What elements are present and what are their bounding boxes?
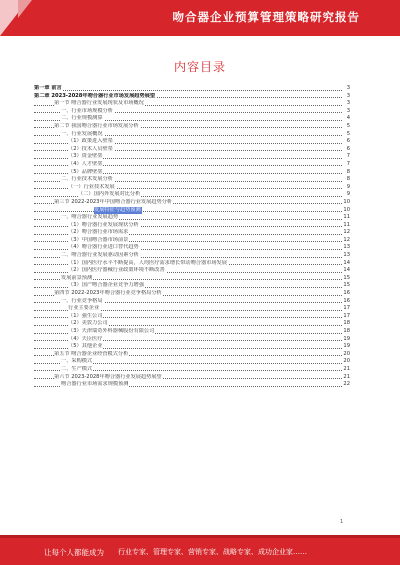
toc-entry-page: 18 <box>343 320 350 327</box>
toc-entry[interactable] <box>34 100 350 108</box>
toc-entry-text: 发展特征与趋势预测 <box>94 206 141 213</box>
toc-entry[interactable] <box>34 176 350 184</box>
toc-entry-text: （1）国内医疗水平不断提高，人均医疗需求增长带动吻合器市场发展 <box>68 259 227 266</box>
toc-entry[interactable] <box>34 267 350 275</box>
toc-entry-page: 19 <box>343 343 350 350</box>
toc-entry[interactable] <box>34 108 350 116</box>
toc-entry-text: （3）国产吻合器企业竞争力增强 <box>68 282 144 289</box>
toc-entry-page: 14 <box>343 267 350 274</box>
toc-leader-dots <box>34 211 342 212</box>
toc-entry[interactable] <box>34 199 350 207</box>
toc-entry-text: 发展前景预测 <box>61 274 93 281</box>
toc-entry-page: 19 <box>343 335 350 342</box>
toc-entry[interactable] <box>34 244 350 252</box>
toc-entry-page: 20 <box>343 350 350 357</box>
toc-entry-text: 第三节 2022-2023年中国吻合器行业发展趋势分析 <box>54 198 173 205</box>
toc-entry-page: 9 <box>346 191 350 198</box>
toc-entry[interactable] <box>34 229 350 237</box>
toc-entry[interactable] <box>34 381 350 389</box>
toc-entry[interactable] <box>34 343 350 351</box>
toc-entry-text: （1）强生公司 <box>68 312 103 319</box>
toc-entry-page: 12 <box>343 229 350 236</box>
footer-label: 让每个人都能成为 <box>44 548 104 557</box>
toc-entry-text: 一、吻合器行业发展趋势 <box>61 214 119 221</box>
toc-entry[interactable] <box>34 313 350 321</box>
toc-entry-text: 行业主要企业 <box>68 305 100 312</box>
toc-entry-text: （3）资金壁垒 <box>68 153 103 160</box>
toc-entry[interactable] <box>34 275 350 283</box>
toc-entry-text: 第一章 前言 <box>34 85 62 91</box>
toc-entry[interactable] <box>34 282 350 290</box>
toc-entry[interactable] <box>34 138 350 146</box>
toc-entry[interactable] <box>34 85 350 93</box>
toc-entry-page: 8 <box>346 176 350 183</box>
toc-entry-text: （1）政策进入壁垒 <box>68 138 113 145</box>
toc-entry[interactable] <box>34 366 350 374</box>
toc-entry-page: 3 <box>346 100 350 107</box>
toc-entry-page: 8 <box>346 168 350 175</box>
toc-entry-text: （一）行业技术发展 <box>68 183 115 190</box>
toc-entry[interactable] <box>34 298 350 306</box>
toc-entry[interactable] <box>34 320 350 328</box>
toc-entry-page: 11 <box>343 221 350 228</box>
toc-entry-page: 18 <box>343 328 350 334</box>
toc-entry-page: 16 <box>343 297 350 304</box>
toc-entry[interactable] <box>34 184 350 192</box>
toc-entry-page: 5 <box>346 130 350 137</box>
toc-entry-page: 21 <box>343 365 350 372</box>
toc-entry-page: 12 <box>343 236 350 243</box>
toc-entry[interactable] <box>34 214 350 222</box>
toc-entry-text: 二、吻合器行业发展驱动因素分析 <box>61 252 139 259</box>
toc-entry-text: （5）其他企业 <box>68 343 103 350</box>
toc-entry-text: （二）国内外发展对比分析 <box>78 191 141 198</box>
toc-entry-text: 二、生产模式 <box>61 365 93 372</box>
toc-leader-dots <box>34 90 342 91</box>
toc-entry-page: 7 <box>346 153 350 160</box>
toc-entry-text: （1）吻合器行业发展现状分析 <box>68 221 139 228</box>
toc-entry-text: 第一节 吻合器行业发展现状及市场概况 <box>54 100 144 107</box>
toc-entry-text: （4）吻合器行业进口替代趋势 <box>68 244 139 251</box>
toc-entry-text: （2）技术人员壁垒 <box>68 145 113 152</box>
toc-entry[interactable] <box>34 131 350 139</box>
toc-entry-page: 13 <box>343 252 350 259</box>
toc-entry-text: （4）天臣医疗 <box>68 335 103 342</box>
toc-entry-text: （2）国内医疗器械行业政策环境不断改善 <box>68 267 165 274</box>
toc-entry-text: 第四节 2022-2023年吻合器行业竞争格局分析 <box>54 290 162 297</box>
toc-entry-page: 22 <box>343 381 350 388</box>
toc-entry[interactable] <box>34 252 350 260</box>
toc-entry-page: 17 <box>343 305 350 312</box>
toc-entry-text: 一、行业竞争格局 <box>61 297 103 304</box>
toc-entry[interactable] <box>34 153 350 161</box>
toc-heading: 内容目录 <box>173 60 226 74</box>
toc-entry[interactable] <box>34 328 350 336</box>
toc-entry[interactable] <box>34 161 350 169</box>
toc-entry-page: 3 <box>346 85 350 91</box>
toc-entry-text: 第六节 2023-2028年吻合器行业发展趋势展望 <box>54 373 162 380</box>
header-decoration-inner <box>18 0 32 18</box>
toc-entry[interactable] <box>34 93 350 101</box>
toc-entry[interactable] <box>34 123 350 131</box>
toc-entry[interactable] <box>34 351 350 359</box>
toc-entry-text: （5）品牌壁垒 <box>68 168 103 175</box>
footer-slogan: 行业专家、管理专家、营销专家、战略专家、成功企业家…… <box>118 548 307 556</box>
toc-entry-text: 第二节 我国吻合器行业市场发展分析 <box>54 122 139 129</box>
toc-entry[interactable] <box>34 115 350 123</box>
toc-entry-text: 一、采购模式 <box>61 358 93 365</box>
toc-entry-text: 一、行业发展概况 <box>61 130 103 137</box>
toc-entry-page: 4 <box>346 115 350 122</box>
toc-entry[interactable] <box>34 169 350 177</box>
toc-entry-page: 6 <box>346 145 350 152</box>
toc-entry-text: 第五节 吻合器企业经营模式分析 <box>54 350 129 357</box>
table-of-contents <box>34 85 350 389</box>
toc-entry-page: 5 <box>346 122 350 129</box>
toc-entry-page: 15 <box>343 282 350 289</box>
toc-entry[interactable] <box>34 237 350 245</box>
page-number: 1 <box>340 519 344 525</box>
toc-entry-text: （3）中国吻合器市场前景 <box>68 236 129 243</box>
toc-entry[interactable] <box>34 260 350 268</box>
toc-entry-text: 一、行业市场规模分析 <box>61 107 113 114</box>
toc-entry-page: 9 <box>346 183 350 190</box>
toc-entry-text: 二、行业技术发展分析 <box>61 176 113 183</box>
toc-entry-page: 16 <box>343 290 350 297</box>
toc-entry-page: 20 <box>343 358 350 365</box>
toc-entry-page: 21 <box>343 373 350 380</box>
toc-entry-page: 17 <box>343 312 350 319</box>
toc-entry-text: （4）人才壁垒 <box>68 160 103 167</box>
toc-entry-text: （2）美敦力公司 <box>68 320 108 327</box>
toc-entry-page: 6 <box>346 138 350 145</box>
toc-entry-text: （3）天津瑞奇外科器械股份有限公司 <box>68 328 155 334</box>
toc-entry[interactable] <box>34 191 350 199</box>
toc-entry-page: 14 <box>343 259 350 266</box>
toc-entry-page: 10 <box>343 198 350 205</box>
toc-entry[interactable] <box>34 146 350 154</box>
toc-entry[interactable] <box>34 290 350 298</box>
toc-entry-page: 11 <box>343 214 350 221</box>
footer-bar <box>0 535 400 538</box>
document-title: 吻合器企业预算管理策略研究报告 <box>172 10 360 24</box>
toc-entry-page: 10 <box>343 206 350 213</box>
toc-entry-text: （2）吻合器行业市场需求 <box>68 229 129 236</box>
toc-entry[interactable] <box>34 374 350 382</box>
toc-entry-page: 15 <box>343 274 350 281</box>
toc-entry[interactable] <box>34 222 350 230</box>
toc-entry-page: 3 <box>346 107 350 114</box>
toc-entry-text: 二、行业规模测算 <box>61 115 103 122</box>
toc-entry[interactable] <box>34 305 350 313</box>
toc-entry[interactable] <box>34 336 350 344</box>
page-footer <box>0 535 400 565</box>
toc-entry-page: 13 <box>343 244 350 251</box>
toc-entry-page: 3 <box>346 92 350 99</box>
toc-entry-text: 第二章 2023-2028年吻合器行业市场发展趋势展望 <box>34 92 156 99</box>
toc-entry-text: 吻合器行业市场需求规模预测 <box>61 381 129 388</box>
toc-entry[interactable] <box>34 358 350 366</box>
toc-entry[interactable] <box>34 207 350 215</box>
page-header <box>0 0 400 36</box>
toc-entry-page: 7 <box>346 160 350 167</box>
